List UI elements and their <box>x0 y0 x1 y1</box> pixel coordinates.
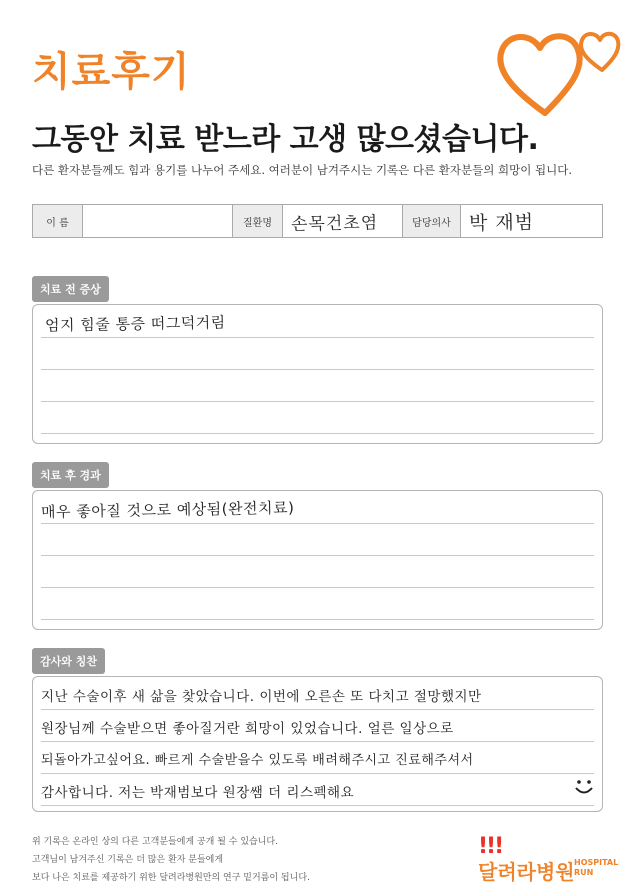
thanks-line-3: 되돌아가고싶어요. 빠르게 수술받을수 있도록 배려해주시고 진료해주셔서 <box>41 753 474 768</box>
hospital-logo: 달려라병원 <box>478 860 575 884</box>
name-label: 이 름 <box>33 205 83 237</box>
section-label-after: 치료 후 경과 <box>32 462 109 488</box>
before-line-1: 엄지 힘줄 통증 떠그덕거림 <box>44 313 226 335</box>
name-field[interactable] <box>83 205 233 237</box>
doctor-field[interactable] <box>461 205 602 237</box>
section-label-thanks: 감사와 칭찬 <box>32 648 105 674</box>
footer-note-2: 고객님이 남겨주신 기록은 더 많은 환자 분들에게 <box>32 855 224 865</box>
disease-field[interactable] <box>283 205 403 237</box>
page-subline: 다른 환자분들께도 힘과 용기를 나누어 주세요. 여러분이 남겨주시는 기록은 다른 환자분들의 희망이 됩니다. <box>32 163 572 177</box>
smiley-icon <box>569 771 599 801</box>
thanks-line-2: 원장님께 수술받으면 좋아질거란 희망이 있었습니다. 얼른 일상으로 <box>41 721 454 737</box>
thanks-line-1: 지난 수술이후 새 삶을 찾았습니다. 이번에 오른손 또 다치고 절망했지만 <box>41 689 482 705</box>
hearts-icon <box>490 18 630 128</box>
footer-note-3: 보다 나은 치료를 제공하기 위한 달려라병원만의 연구 밑거름이 됩니다. <box>32 873 310 883</box>
footer-note-1: 위 기록은 온라인 상의 다른 고객분들에게 공개 될 수 있습니다. <box>32 837 278 847</box>
section-label-before: 치료 전 증상 <box>32 276 109 302</box>
disease-value: 손목건초염 <box>290 212 379 235</box>
hospital-logo-sub: HOSPITAL RUN <box>574 858 619 877</box>
before-symptoms-box[interactable] <box>32 304 603 444</box>
thanks-line-4: 감사합니다. 저는 박재범보다 원장쌤 더 리스펙해요 <box>41 785 355 801</box>
hospital-logo-marks: !!! <box>478 834 503 859</box>
doctor-label: 담당의사 <box>403 205 461 237</box>
doctor-value: 박 재범 <box>468 210 535 235</box>
form-title: 치료후기 <box>32 49 191 95</box>
after-line-1: 매우 좋아질 것으로 예상됨(완전치료) <box>40 498 295 522</box>
patient-info-row <box>32 204 603 238</box>
page-headline: 그동안 치료 받느라 고생 많으셨습니다. <box>32 122 539 157</box>
thanks-box[interactable] <box>32 676 603 812</box>
disease-label: 질환명 <box>233 205 283 237</box>
after-progress-box[interactable] <box>32 490 603 630</box>
